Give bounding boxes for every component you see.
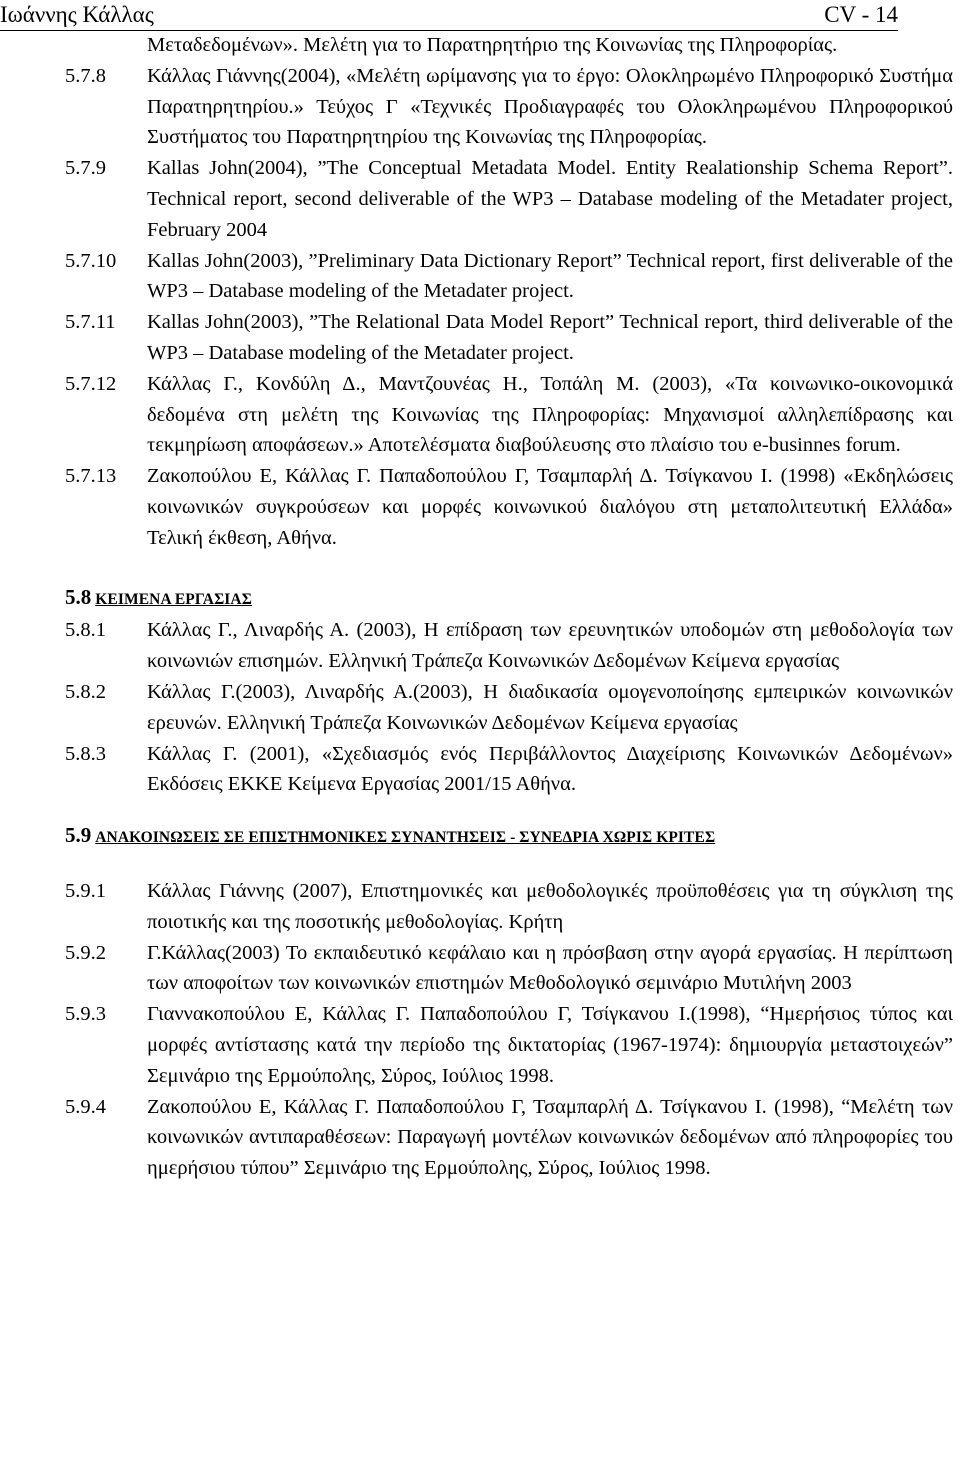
entry-text: Γ.Κάλλας(2003) Το εκπαιδευτικό κεφάλαιο και η πρόσβαση στην αγορά εργασίας. Η περίπτωση των αποφοίτων των κοινωνικών επιστημών Μεθοδολογικό σεμινάριο Μυτιλήνη 2003 [147, 941, 953, 995]
page-header [0, 0, 898, 31]
entry-number: 5.7.9 [65, 157, 106, 180]
list-item [0, 461, 953, 553]
list-item [0, 739, 953, 801]
entry-number: 5.8.2 [65, 680, 106, 703]
entry-number: 5.9.1 [65, 879, 106, 902]
section-number: 5.9 [65, 823, 92, 848]
section-heading-5-8 [0, 582, 953, 616]
entry-text: Ζακοπούλου Ε, Κάλλας Γ. Παπαδοπούλου Γ, Τσαμπαρλή Δ. Τσίγκανου Ι. (1998) «Εκδηλώσεις κοινωνικών συγκρούσεων και μορφές κοινωνικού διαλόγου στη μεταπολιτευτική Ελλάδα» Τελική έκθεση, Αθήνα. [147, 465, 953, 549]
list-item [0, 938, 953, 1000]
entry-number: 5.7.13 [65, 465, 117, 488]
list-item [0, 999, 953, 1091]
entry-text: Κάλλας Γιάννης (2007), Επιστημονικές και μεθοδολογικές προϋποθέσεις για τη σύγκλιση της ποιοτικής και της ποσοτικής μεθοδολογίας. Κρήτη [147, 879, 953, 933]
entries-5-7 [0, 61, 960, 554]
entries-5-8 [0, 615, 960, 800]
continued-entry-text: Μεταδεδομένων». Μελέτη για το Παρατηρητήριο της Κοινωνίας της Πληροφορίας. [147, 34, 838, 56]
entry-number: 5.9.3 [65, 1003, 106, 1026]
entry-number: 5.7.11 [65, 311, 116, 334]
section-title: ΚΕΙΜΕΝΑ ΕΡΓΑΣΙΑΣ [95, 590, 252, 608]
entry-text: Kallas John(2003), ”Preliminary Data Dictionary Report” Technical report, first deliverable of the WP3 – Database modeling of the Metadater project. [147, 249, 953, 303]
header-author: Ιωάννης Κάλλας [0, 2, 154, 27]
entry-number: 5.9.2 [65, 941, 106, 964]
list-item [0, 1092, 953, 1184]
entry-number: 5.8.3 [65, 742, 106, 765]
entry-number: 5.7.8 [65, 64, 106, 87]
entry-text: Κάλλας Γ., Κονδύλη Δ., Μαντζουνέας Η., Τοπάλη Μ. (2003), «Τα κοινωνικο-οικονομικά δεδομένα στη μελέτη της Κοινωνίας της Πληροφορίας: Μηχανισμοί αλληλεπίδρασης και τεκμηρίωση αποφάσεων.» Αποτελέσματα διαβούλευσης στο πλαίσιο του e-businnes forum. [147, 372, 953, 457]
list-item [0, 369, 953, 461]
entry-text: Κάλλας Γιάννης(2004), «Μελέτη ωρίμανσης για το έργο: Ολοκληρωμένο Πληροφορικό Συστήμα Παρατηρητηρίου.» Τεύχος Γ «Τεχνικές Προδιαγραφές του Ολοκληρωμένου Πληροφορικού Συστήματος του Παρατηρητηρίου της Κοινωνίας της Πληροφορίας. [147, 64, 953, 149]
entry-text: Κάλλας Γ.(2003), Λιναρδής Α.(2003), Η διαδικασία ομογενοποίησης εμπειρικών κοινωνικών ερευνών. Ελληνική Τράπεζα Κοινωνικών Δεδομένων Κείμενα εργασίας [147, 680, 953, 734]
entry-text: Γιαννακοπούλου Ε, Κάλλας Γ. Παπαδοπούλου Γ, Τσίγκανου Ι.(1998), “Ημερήσιος τύπος και μορφές αντίστασης κατά την περίοδο της δικτατορίας (1967-1974): δημιουργία μεταστοιχεών” Σεμινάριο της Ερμούπολης, Σύρος, Ιούλιος 1998. [147, 1003, 953, 1087]
entry-text: Kallas John(2003), ”The Relational Data Model Report” Technical report, third deliverable of the WP3 – Database modeling of the Metadater project. [147, 311, 953, 364]
list-item [0, 677, 953, 739]
entries-5-9 [0, 876, 960, 1184]
entry-text: Κάλλας Γ. (2001), «Σχεδιασμός ενός Περιβάλλοντος Διαχείρισης Κοινωνικών Δεδομένων» Εκδόσεις ΕΚΚΕ Κείμενα Εργασίας 2001/15 Αθήνα. [147, 742, 953, 796]
list-item [0, 615, 953, 677]
list-item [0, 876, 953, 938]
entry-number: 5.9.4 [65, 1095, 106, 1118]
list-item [0, 153, 953, 245]
section-heading-5-9 [0, 820, 953, 854]
list-item [0, 307, 953, 369]
document-body [0, 30, 960, 1184]
entry-number: 5.7.12 [65, 372, 117, 395]
list-item [0, 61, 953, 153]
entry-text: Kallas John(2004), ”The Conceptual Metadata Model. Entity Realationship Schema Report”. Technical report, second deliverable of the WP3 – Database modeling of the Metadater project, February 2004 [147, 157, 953, 241]
entry-number: 5.7.10 [65, 249, 117, 272]
entry-number: 5.8.1 [65, 619, 106, 642]
entry-text: Κάλλας Γ., Λιναρδής Α. (2003), Η επίδραση των ερευνητικών υποδομών στη μεθοδολογία των κοινωνιών επισημών. Ελληνική Τράπεζα Κοινωνικών Δεδομένων Κείμενα εργασίας [147, 619, 953, 673]
entry-text: Ζακοπούλου Ε, Κάλλας Γ. Παπαδοπούλου Γ, Τσαμπαρλή Δ. Τσίγκανου Ι. (1998), “Μελέτη των κοινωνικών αντιπαραθέσεων: Παραγωγή μοντέλων κοινωνικών δεδομένων από πληροφορίες του ημερήσιου τύπου” Σεμινάριο της Ερμούπολης, Σύρος, Ιούλιος 1998. [147, 1095, 953, 1180]
section-title: ΑΝΑΚΟΙΝΩΣΕΙΣ ΣΕ ΕΠΙΣΤΗΜΟΝΙΚΕΣ ΣΥΝΑΝΤΗΣΕΙΣ - ΣΥΝΕΔΡΙΑ ΧΩΡΙΣ ΚΡΙΤΕΣ [95, 829, 716, 847]
section-number: 5.8 [65, 584, 92, 609]
header-page-number: CV - 14 [824, 2, 898, 27]
list-item [0, 246, 953, 308]
